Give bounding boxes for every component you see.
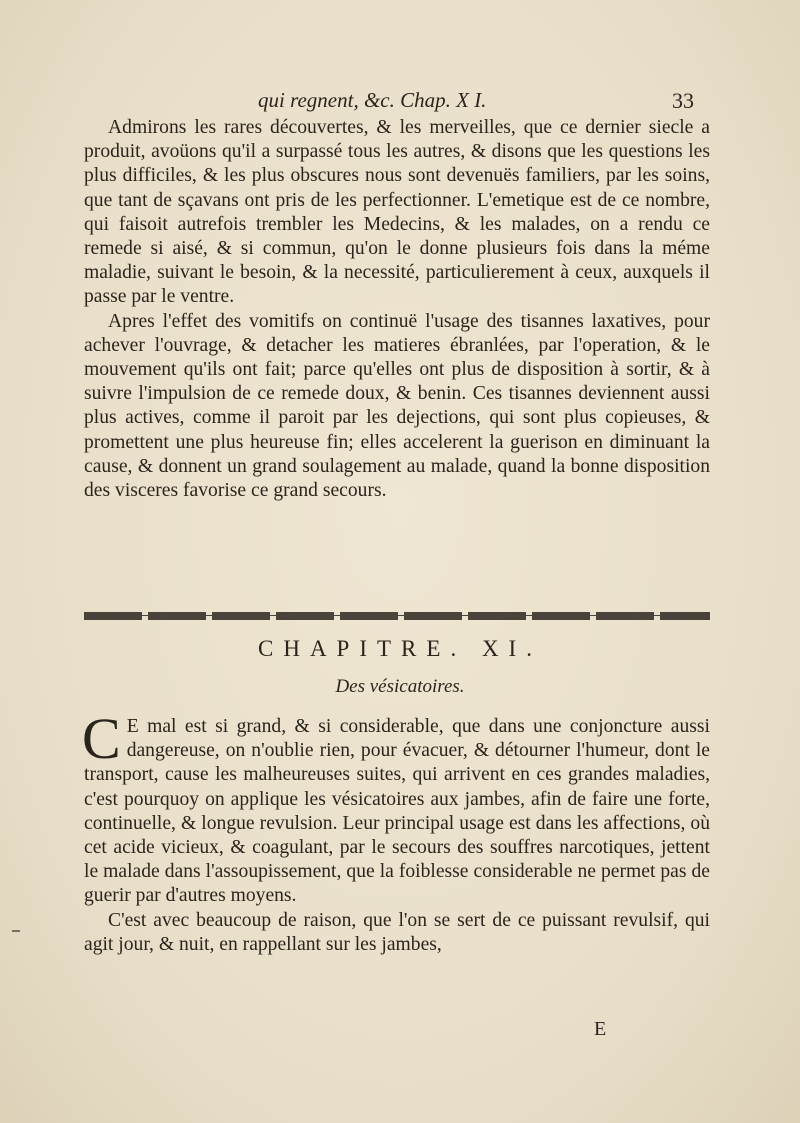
paragraph-body: E mal est si grand, & si considerable, que dans une conjoncture aussi dangereuse, on n'oublie rien, pour évacuer, & détourner l'humeur, dont le transport, cause les malheureuses suites, qui arrivent en ces grandes maladies, c'est pourquoy on applique les vésicatoires aux jambes, afin de faire une forte, continuelle, & longue revulsion. Leur principal usage est dans les affections, où cet acide vicieux, & coagulant, par le secours des souffres narcotiques, jettent le malade dans l'assoupissement, que la foiblesse considerable ne permet pas de guerir par d'autres moyens. (84, 716, 710, 907)
chapter-subtitle: Des vésicatoires. (335, 676, 465, 697)
signature-mark: E (594, 1018, 607, 1040)
ornamental-rule (84, 612, 710, 620)
section2-text (82, 706, 710, 957)
chapter-title: CHAPITRE. XI. (258, 636, 542, 661)
paragraph: Admirons les rares découvertes, & les merveilles, que ce dernier siecle a produit, avoüons qu'il a surpassé tous les autres, & disons que les questions les plus difficiles, & les plus obscures nous sont devenuës familiers, par les soins, que tant de sçavans ont pris de les perfectionner. L'emetique est de ce nombre, qui faisoit autrefois trembler les Medecins, & les malades, on a rendu ce remede si aisé, & si commun, qu'on le donne plusieurs fois dans la méme maladie, suivant le besoin, & la necessité, particulierement à ceux, auxquels il passe par le ventre. (84, 117, 710, 308)
running-title: qui regnent, &c. Chap. X I. (258, 88, 487, 112)
page-number: 33 (672, 88, 694, 113)
paragraph: C'est avec beaucoup de raison, que l'on se sert de ce puissant revulsif, qui agit jour, & nuit, en rappellant sur les jambes, (84, 909, 710, 955)
section1-text (84, 116, 710, 503)
drop-cap: C (82, 706, 121, 771)
paragraph (82, 706, 710, 909)
margin-dash (12, 930, 20, 932)
paragraph: Apres l'effet des vomitifs on continuë l'usage des tisannes laxatives, pour achever l'ouvrage, & detacher les matieres ébranlées, par l'operation, & le mouvement qu'ils ont fait; parce qu'elles ont plus de disposition à sortir, & à suivre l'impulsion de ce remede doux, & benin. Ces tisannes deviennent aussi plus actives, comme il paroit par les dejections, qui sont plus copieuses, & promettent une plus heureuse fin; elles accelerent la guerison en diminuant la cause, & donnent un grand soulagement au malade, quand la bonne disposition des visceres favorise ce grand secours. (84, 310, 710, 502)
